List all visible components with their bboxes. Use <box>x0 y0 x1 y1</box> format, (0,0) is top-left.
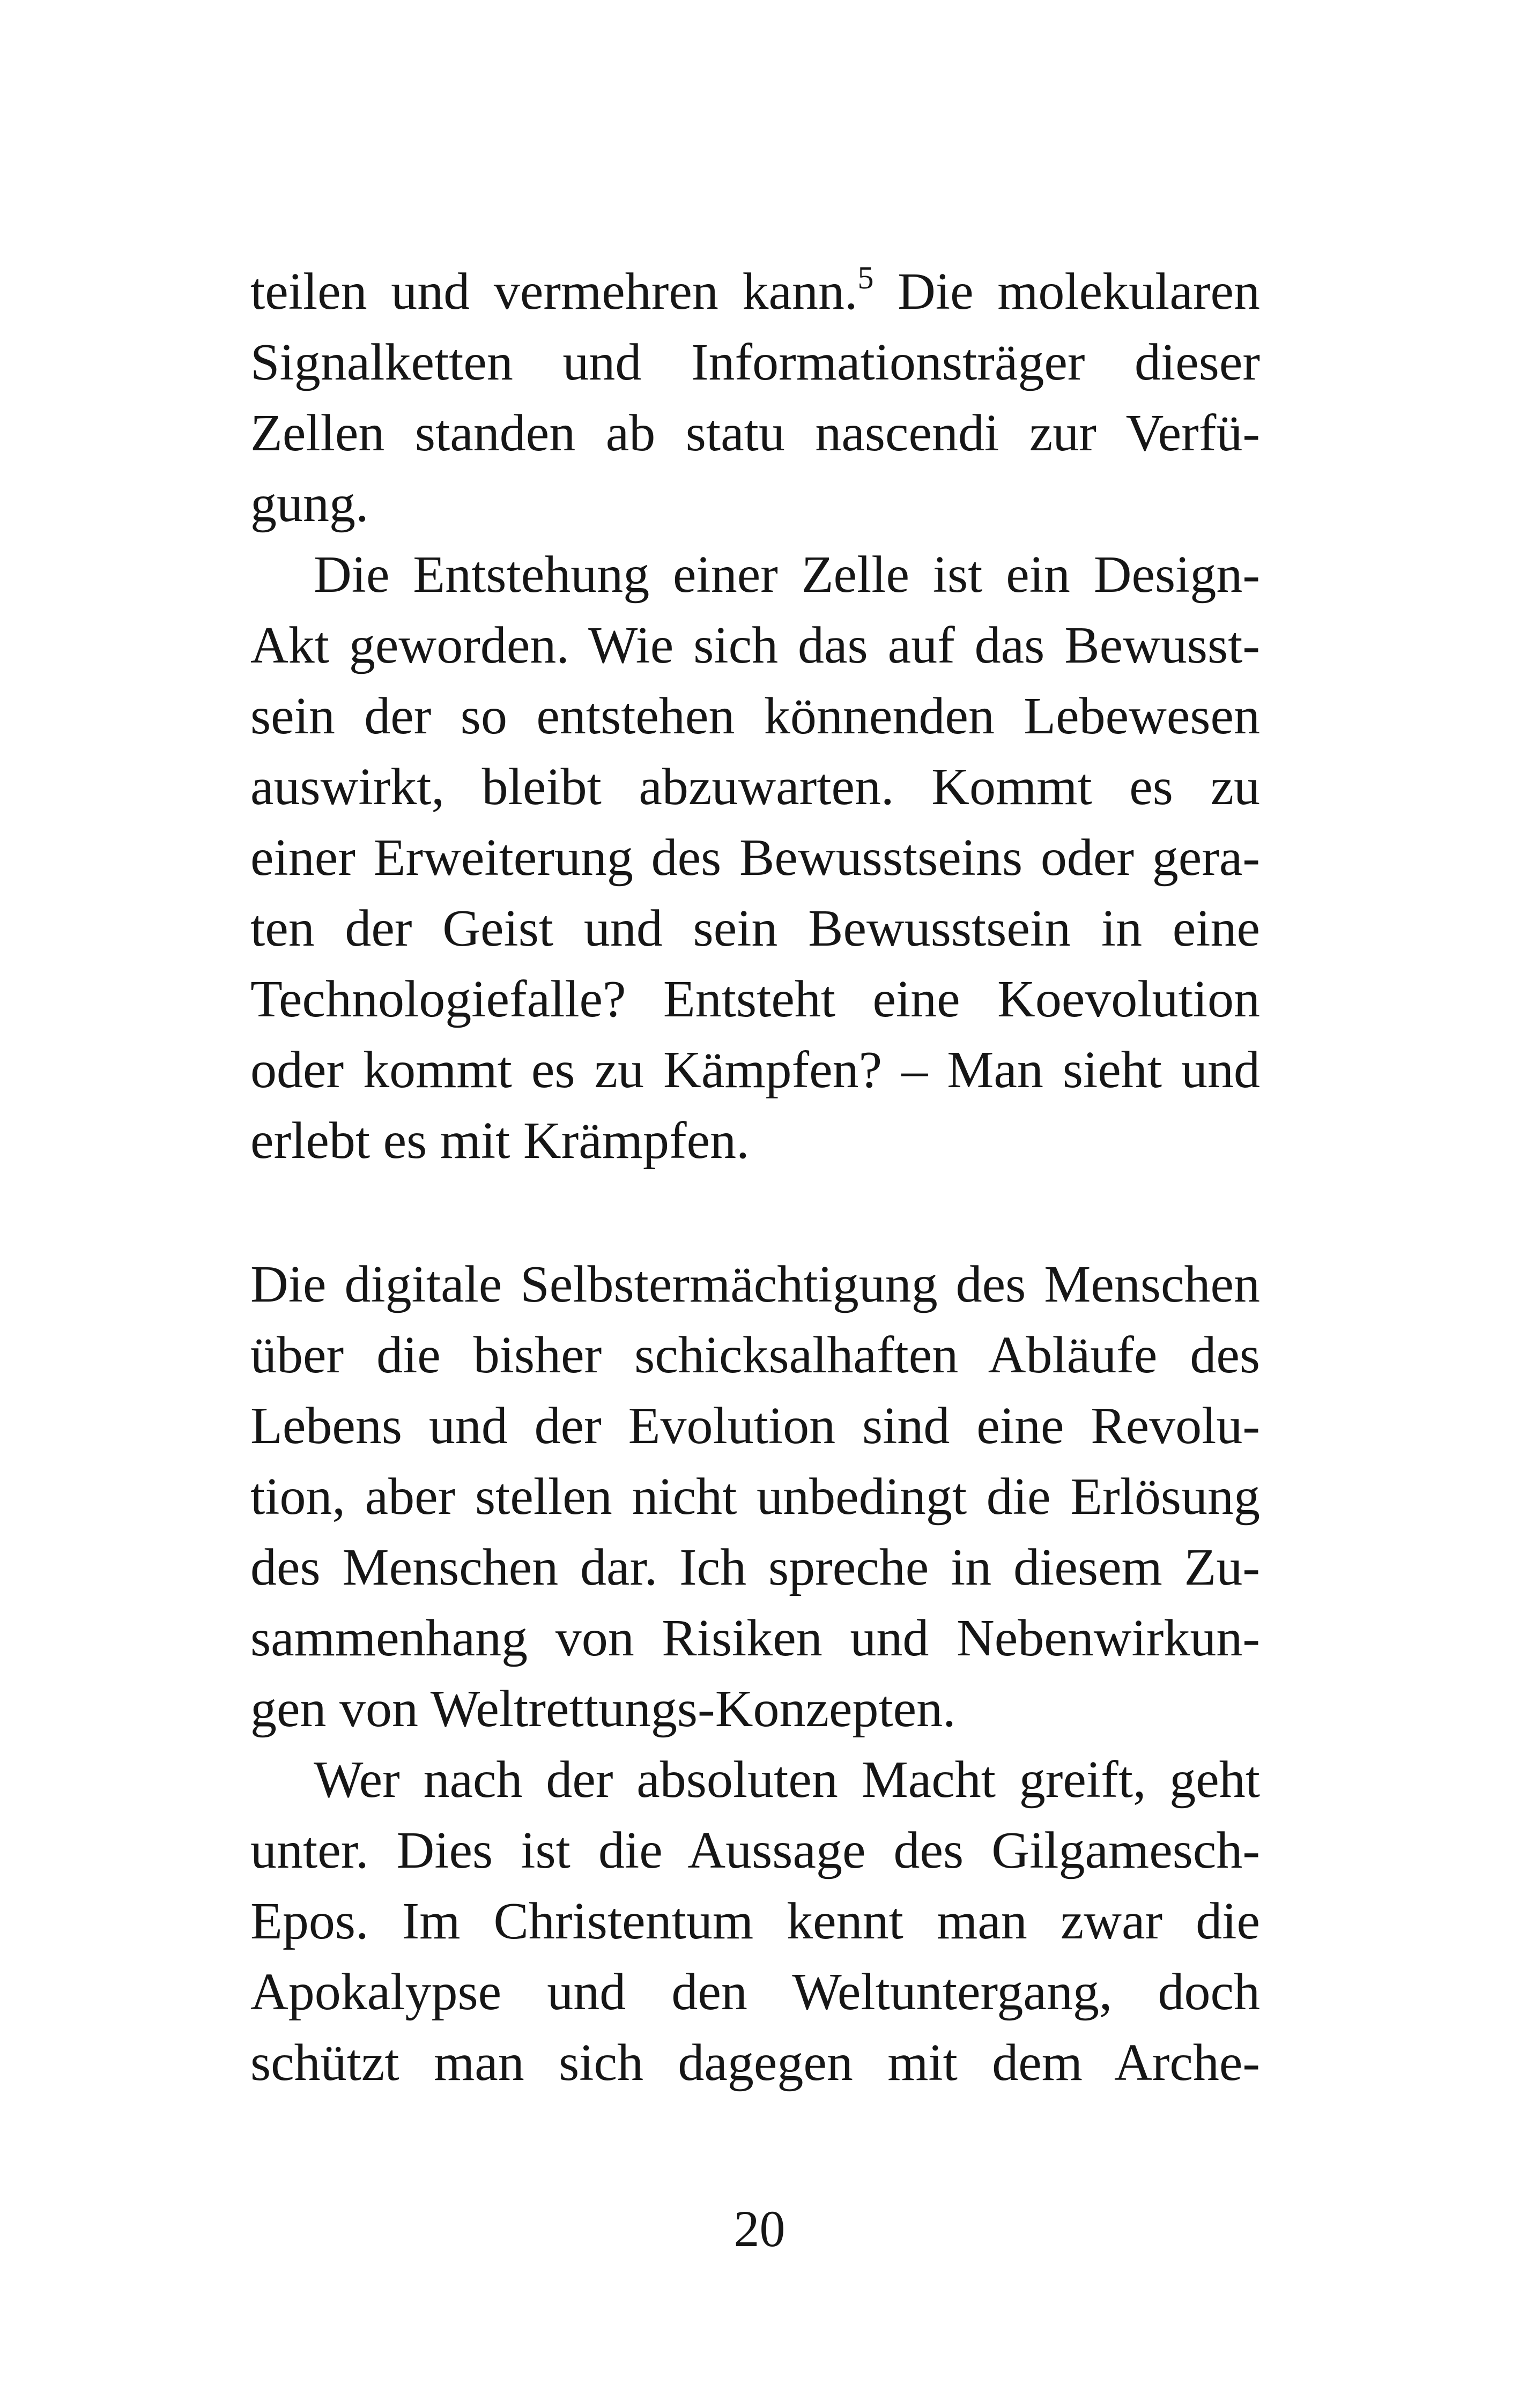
paragraph-line: über die bisher schicksalhaften Abläufe des <box>250 1326 1260 1384</box>
paragraph-4 <box>250 1744 1260 2098</box>
paragraph-line: Akt geworden. Wie sich das auf das Bewusst- <box>250 616 1260 674</box>
paragraph-line: Apokalypse und den Weltuntergang, doch <box>250 1963 1260 2021</box>
paragraph-line: Signalketten und Informationsträger dieser <box>250 333 1260 391</box>
paragraph-line: Die digitale Selbstermächtigung des Menschen <box>250 1255 1260 1313</box>
paragraph-line: Die Entstehung einer Zelle ist ein Design- <box>314 546 1260 604</box>
paragraph-line: gen von Weltrettungs-Konzepten. <box>250 1680 956 1738</box>
paragraph-line: tion, aber stellen nicht unbedingt die Erlösung <box>250 1468 1260 1526</box>
paragraph-line: Zellen standen ab statu nascendi zur Verfü- <box>250 404 1260 462</box>
footnote-reference: 5 <box>857 260 874 295</box>
paragraph-line: erlebt es mit Krämpfen. <box>250 1112 750 1170</box>
paragraph-1 <box>250 256 1260 539</box>
paragraph-line: Lebens und der Evolution sind eine Revolu- <box>250 1397 1260 1455</box>
paragraph-3 <box>250 1249 1260 1744</box>
paragraph-line: ten der Geist und sein Bewusstsein in eine <box>250 900 1260 957</box>
line-text: teilen und vermehren kann. <box>250 263 858 321</box>
paragraph-line: Technologiefalle? Entsteht eine Koevolution <box>250 970 1260 1028</box>
paragraph-line <box>250 256 1260 327</box>
paragraph-line: Epos. Im Christentum kennt man zwar die <box>250 1892 1260 1950</box>
paragraph-line: Wer nach der absoluten Macht greift, geht <box>314 1751 1260 1809</box>
text-section-2 <box>250 1249 1260 2098</box>
paragraph-line: schützt man sich dagegen mit dem Arche- <box>250 2034 1260 2092</box>
paragraph-line: einer Erweiterung des Bewusstseins oder gera- <box>250 829 1260 887</box>
paragraph-line: sammenhang von Risiken und Nebenwirkun- <box>250 1609 1260 1667</box>
line-text: Die molekularen <box>873 263 1260 321</box>
paragraph-line: sein der so entstehen könnenden Lebewesen <box>250 687 1260 745</box>
page-number: 20 <box>733 2200 786 2257</box>
paragraph-line: oder kommt es zu Kämpfen? – Man sieht und <box>250 1041 1260 1099</box>
paragraph-line: des Menschen dar. Ich spreche in diesem Zu- <box>250 1539 1260 1596</box>
paragraph-line: auswirkt, bleibt abzuwarten. Kommt es zu <box>250 758 1260 816</box>
paragraph-line: unter. Dies ist die Aussage des Gilgamesch- <box>250 1822 1260 1879</box>
paragraph-2 <box>250 539 1260 1176</box>
text-section-1 <box>250 256 1260 1176</box>
paragraph-line: gung. <box>250 475 369 533</box>
